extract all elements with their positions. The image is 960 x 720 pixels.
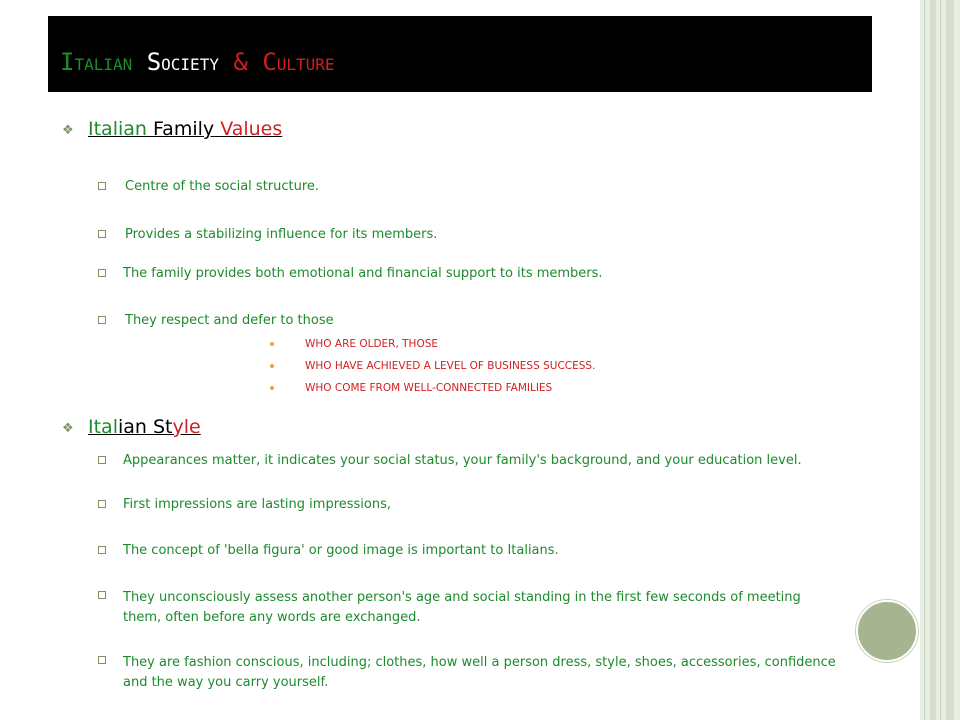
square-bullet-icon: [98, 269, 106, 277]
title-word-italian: ITALIAN: [60, 48, 133, 76]
square-bullet-icon: [98, 182, 106, 190]
square-bullet-icon: [98, 656, 106, 664]
right-decorative-rail: [920, 0, 960, 720]
section-heading-text: Italian Family Values: [88, 118, 283, 140]
rail-band: [946, 0, 954, 720]
four-point-star-bullet-icon: ❖: [62, 123, 74, 138]
square-bullet-icon: [98, 316, 106, 324]
decorative-circle: [856, 600, 918, 662]
rail-line: [924, 0, 925, 720]
rail-line: [940, 0, 941, 720]
square-bullet-icon: [98, 230, 106, 238]
title-ampersand: &: [233, 48, 248, 76]
rail-band: [930, 0, 936, 720]
title-word-culture: CULTURE: [262, 48, 335, 76]
section-heading-text: Italian Style: [88, 416, 201, 438]
four-point-star-bullet-icon: ❖: [62, 421, 74, 436]
title-word-society: SOCIETY: [146, 48, 219, 76]
square-bullet-icon: [98, 500, 106, 508]
square-bullet-icon: [98, 591, 106, 599]
dot-bullet-icon: [270, 364, 274, 368]
dot-bullet-icon: [270, 386, 274, 390]
dot-bullet-icon: [270, 342, 274, 346]
square-bullet-icon: [98, 456, 106, 464]
slide-title: [60, 48, 335, 76]
square-bullet-icon: [98, 546, 106, 554]
